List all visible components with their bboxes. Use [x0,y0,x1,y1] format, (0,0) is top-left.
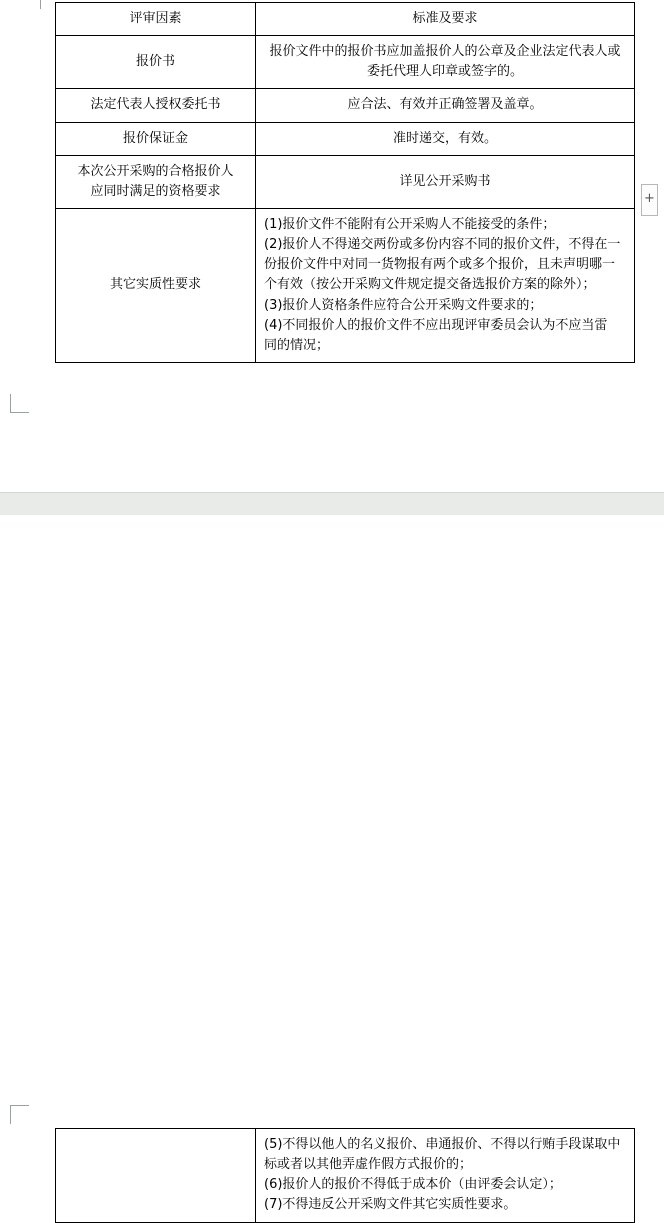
table-row [56,155,635,208]
document-page-2 [0,515,664,1213]
page-corner-mark-page2 [10,1105,29,1124]
page-corner-mark-bottom-left [10,394,29,413]
line: 报价文件中的报价书应加盖报价人的公章及企业法定代表人或 [269,44,621,60]
line: 份报价文件中对同一货物报有两个或多个报价，且未声明哪一 [264,257,616,273]
row-label-continued [56,1129,256,1223]
line: 同的情况； [264,337,330,353]
line: 应同时满足的资格要求 [90,183,221,199]
line: 标或者以其他弄虚作假方式报价的； [264,1157,473,1173]
line: (4)不同报价人的报价文件不应出现评审委员会认为不应当雷 [264,317,608,333]
line: (2)报价人不得递交两份或多份内容不同的报价文件，不得在一 [264,237,621,253]
line: (1)报价文件不能附有公开采购人不能接受的条件； [264,216,556,232]
table-row [56,208,635,362]
line: 本次公开采购的合格报价人 [77,163,234,179]
document-page-1 [0,0,664,492]
row-label-quotation: 报价书 [56,36,256,89]
evaluation-criteria-table-continued [55,1128,635,1223]
row-value-authorization: 应合法、有效并正确签署及盖章。 [256,89,635,122]
evaluation-criteria-table [55,2,635,363]
line: (7)不得违反公开采购文件其它实质性要求。 [264,1197,517,1213]
table-row [56,36,635,89]
table-header-standard: 标准及要求 [256,3,635,36]
line: (3)报价人资格条件应符合公开采购文件要求的； [264,297,543,313]
row-label-qualification [56,155,256,208]
expand-button[interactable]: + [641,184,658,216]
row-value-deposit: 准时递交，有效。 [256,122,635,155]
row-value-other-substantive [256,208,635,362]
table-row [56,1129,635,1223]
row-value-continued [256,1129,635,1223]
table-row [56,122,635,155]
row-value-quotation [256,36,635,89]
line: (6)报价人的报价不得低于成本价（由评委会认定）； [264,1177,562,1193]
table-header-factor: 评审因素 [56,3,256,36]
line: (5)不得以他人的名义报价、串通报价、不得以行贿手段谋取中 [264,1137,621,1152]
row-label-other-substantive: 其它实质性要求 [56,208,256,362]
row-value-qualification: 详见公开采购书 [256,155,635,208]
line: 个有效（按公开采购文件规定提交备选报价方案的除外）； [264,277,596,293]
row-label-authorization: 法定代表人授权委托书 [56,89,256,122]
page-break-separator [0,492,664,516]
line: 委托代理人印章或签字的。 [366,64,523,80]
row-label-deposit: 报价保证金 [56,122,256,155]
table-header-row [56,3,635,36]
table-row [56,89,635,122]
